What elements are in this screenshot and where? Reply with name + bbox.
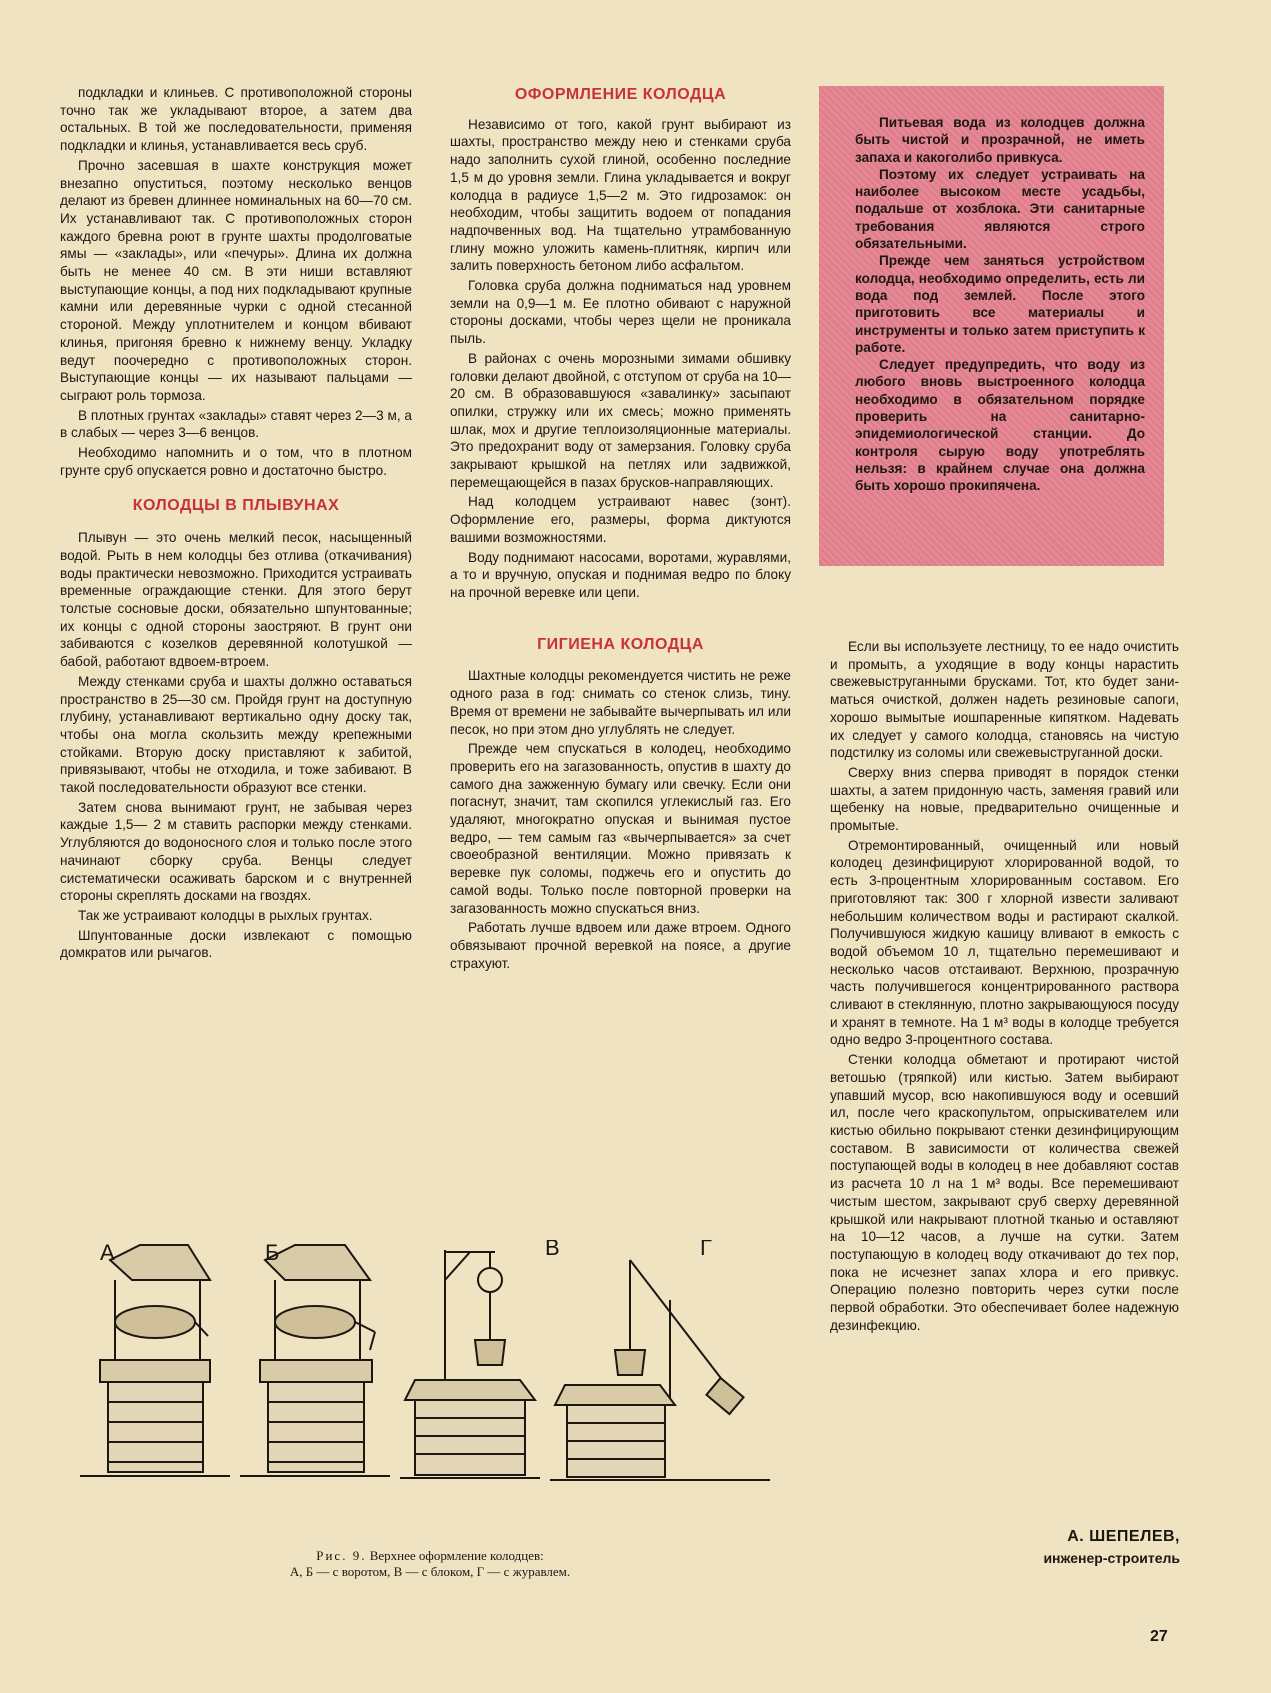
paragraph: Если вы используете лестницу, то ее надо очистить и промыть, а уходящие в воду концы нарастить свежевыструганными брусками. Тот, кто будет заниматься очисткой, должен надеть резиновые сапоги, хорошо вымытые иошпаренные кипятком. Надевать их следует у самого колодца, становясь на чистую подстилку из соломы или свежевыструганной доски. <box>830 639 1179 761</box>
paragraph: Шахтные колодцы рекомендуется чистить не реже одного раза в год: снимать со стенок слизь, тину. Время от времени не забывайте вычерпывать ил или песок, но при этом дно углублять не следует. <box>450 668 791 737</box>
well-v-drawing <box>400 1250 540 1478</box>
caption-legend: А, Б — с воротом, В — с блоком, Г — с журавлем. <box>289 1564 571 1579</box>
figure-caption <box>150 1548 710 1580</box>
figure-label-b: Б <box>265 1240 280 1265</box>
paragraph: В районах с очень морозными зимами обшивку головки делают двойной, с отступом от сруба на 10—20 см. В образовавшуюся «завалинку» засыпают опилки, стружку или их смесь; можно применять шлак, мох и другие теплоизоляционные материалы. Это предохранит воду от замерзания. Головку сруба закрывают крышкой на петлях или задвижкой, перемещающейся в пазах брусков-направляющих. <box>450 350 791 490</box>
caption-lead: Рис. 9. <box>316 1548 367 1563</box>
author-name: А. ШЕПЕЛЕВ, <box>1067 1528 1180 1545</box>
paragraph: Питьевая вода из колодцев должна быть чистой и прозрачной, не иметь запаха и какоголибо привкуса. <box>855 115 1145 165</box>
paragraph: Плывун — это очень мелкий песок, насыщенный водой. Рыть в нем колодцы без отлива (откачивания) воды практически невозможно. Приходится устраивать временные ограждающие стенки. Для этого берут толстые сосновые доски, обязательно шпунтованные; их концы с одной стороны заостряют. В грунт они забиваются с козелков деревянной колотушкой — бабой, работают вдвоем-втроем. <box>60 530 412 670</box>
highlight-box <box>819 86 1164 566</box>
well-a-drawing <box>80 1245 230 1476</box>
figure-label-a: А <box>100 1240 115 1265</box>
paragraph: Поэтому их следует устраивать на наиболее высоком месте усадьбы, подальше от хозблока. Эти санитарные требования являются строго обязательными. <box>855 166 1145 252</box>
well-g-drawing <box>550 1260 770 1480</box>
paragraph: Между стенками сруба и шахты должно оставаться пространство в 25—30 см. Пройдя грунт на доступную глубину, устанавливают вертикально одну доску так, чтобы она могла скользить между крепежными стойками. Вторую доску приставляют к забитой, привязывают, чтобы не отходила, и тоже забивают. В такой последовательности образуют все стенки. <box>60 673 412 796</box>
paragraph: Сверху вниз сперва приводят в порядок стенки шахты, а затем придонную часть, заменяя гравий или щебенку на новые, предварительно очищенные и промытые. <box>830 764 1179 834</box>
paragraph: подкладки и клиньев. С противоположной стороны точно так же укладывают второе, а затем два остальных. В той же последовательности, применяя подкладки и клинья, устанавливается весь сруб. <box>60 85 412 154</box>
well-b-drawing <box>240 1245 390 1476</box>
paragraph: Шпунтованные доски извлекают с помощью домкратов или рычагов. <box>60 927 412 961</box>
paragraph: Необходимо напомнить и о том, что в плотном грунте сруб опускается ровно и достаточно быстро. <box>60 445 412 478</box>
author-role: инженер-строитель <box>1043 1550 1180 1566</box>
section-heading-hygiene: ГИГИЕНА КОЛОДЦА <box>537 635 704 653</box>
caption-title: Верхнее оформление колодцев: <box>366 1548 544 1563</box>
article-column-1 <box>60 84 412 962</box>
paragraph: В плотных грунтах «заклады» ставят через 2—3 м, а в слабых — через 3—6 венцов. <box>60 407 412 441</box>
paragraph: Отремонтированный, очищенный или новый колодец дезинфицируют хлорированной водой, то есть 3-процентным хлорированным составом. Его приготовляют так: 300 г хлорной извести заливают небольшим количеством воды и растирают скалкой. Получившуюся жидкую кашицу вливают в емкость с водой объемом 10 л, тщательно перемешивают и несколько часов отстаивают. Верхнюю, прозрачную часть получившегося концентрированного раствора сливают в стеклянную, плотно закрывающуюся посуду и хранят в темноте. На 1 м³ воды в колодце требуется одно ведро 3-процентного состава. <box>830 837 1179 1048</box>
figure-label-g: Г <box>700 1240 712 1260</box>
section-heading-quicksand: КОЛОДЦЫ В ПЛЫВУНАХ <box>132 497 340 515</box>
paragraph: Работать лучше вдвоем или даже втроем. Одного обвязывают прочной веревкой на поясе, а другие страхуют. <box>450 920 791 971</box>
paragraph: Прочно засевшая в шахте конструкция может внезапно опуститься, поэтому несколько венцов делают из бревен длиннее номинальных на 60—70 см. Их устанавливают так. С противоположных сторон каждого бревна роют в грунте шахты продолговатые ямы — «заклады», или «печуры». Длина их должна быть не менее 40 см. В эти ниши вставляют выступающие концы, а под них подкладывают крупные камни или деревянные чурки с одной стесанной стороной. Между уплотнителем и концом вбивают клинья, пригоняя бревно к нижнему венцу. Укладку ведут поочередно с противоположных сторон. Выступающие концы — их называют пальцами — сыграют роль тормоза. <box>60 157 412 403</box>
article-column-3 <box>830 638 1179 1334</box>
paragraph: Над колодцем устраивают навес (зонт). Оформление его, размеры, форма диктуются вашими возможностями. <box>450 494 791 545</box>
paragraph: Стенки колодца обметают и протирают чистой ветошью (тряпкой) или кистью. Затем выбирают упавший мусор, всю накопившуюся воду и осевший ил, после чего краскопультом, опрыскивателем или кистью обильно покрывают стенки дезинфицирующим составом. В зависимости от количества свежей поступающей воды в колодец в нее добавляют состав из расчета 10 л на 1 м³ воды. Все перемешивают чистым шестом, закрывают сруб сверху деревянной крышкой или накрывают плотной тканью и оставляют на 10—12 часов, а лучше на сутки. Затем поступающую в колодец воду откачивают до тех пор, пока не исчезнет запах хлора и его привкус. Операцию полезно повторить через сутки после первой обработки. Это обеспечивает более надежную дезинфекцию. <box>830 1052 1179 1333</box>
paragraph: Затем снова вынимают грунт, не забывая через каждые 1,5— 2 м ставить распорки между стенками. Углубляются до водоносного слоя и только после этого начинают сборку сруба. Венцы следует систематически осаживать барском и с внутренней стороны скреплять досками на гвоздях. <box>60 799 412 904</box>
paragraph: Следует предупредить, что воду из любого вновь выстроенного колодца необходимо в обязательном порядке проверить на санитарно-эпидемиологической станции. До контроля сырую воду употреблять нельзя: в крайнем случае она должна быть хорошо прокипячена. <box>855 357 1145 494</box>
author-signature <box>960 1528 1180 1566</box>
article-column-2 <box>450 86 791 972</box>
section-heading-well-design: ОФОРМЛЕНИЕ КОЛОДЦА <box>514 86 727 103</box>
wells-illustration <box>70 1240 800 1540</box>
paragraph: Так же устраивают колодцы в рыхлых грунтах. <box>78 907 373 923</box>
page-number: 27 <box>1150 1628 1168 1645</box>
paragraph: Прежде чем спускаться в колодец, необходимо проверить его на загазованность, опустив в шахту до самого дна зажженную бумагу или свечку. Если они погаснут, значит, там скопился углекислый газ. Его удаляют, многократно опуская и вынимая пустое ведро, — тем самым газ «вычерпывается» за счет своеобразной вентиляции. Можно привязать к веревке пук соломы, поджечь его и опустить до самой воды. Только после повторной проверки на загазованность можно спускаться вниз. <box>450 741 791 916</box>
figure-label-v: В <box>545 1240 560 1260</box>
paragraph: Прежде чем заняться устройством колодца, необходимо определить, есть ли вода под землей. После этого приготовить все материалы и инструменты и только затем приступить к работе. <box>855 253 1145 355</box>
paragraph: Воду поднимают насосами, воротами, журавлями, а то и вручную, опуская и поднимая ведро по блоку на прочной веревке или цепи. <box>450 549 791 600</box>
highlight-box-text <box>855 114 1145 495</box>
paragraph: Головка сруба должна подниматься над уровнем земли на 0,9—1 м. Ее плотно обивают с наружной стороны досками, чтобы через щели не проникала пыль. <box>450 278 791 347</box>
paragraph: Независимо от того, какой грунт выбирают из шахты, пространство между нею и стенками сруба надо заполнить сухой глиной, особенно последние 1,5 м до уровня земли. Глина укладывается и вокруг колодца в радиусе 1,5—2 м. Это гидрозамок: он необходим, чтобы защитить водоем от попадания надпочвенных вод. На тщательно утрамбованную глину можно уложить камень-плитняк, кирпич или залить поверхность бетоном либо асфальтом. <box>450 116 791 274</box>
